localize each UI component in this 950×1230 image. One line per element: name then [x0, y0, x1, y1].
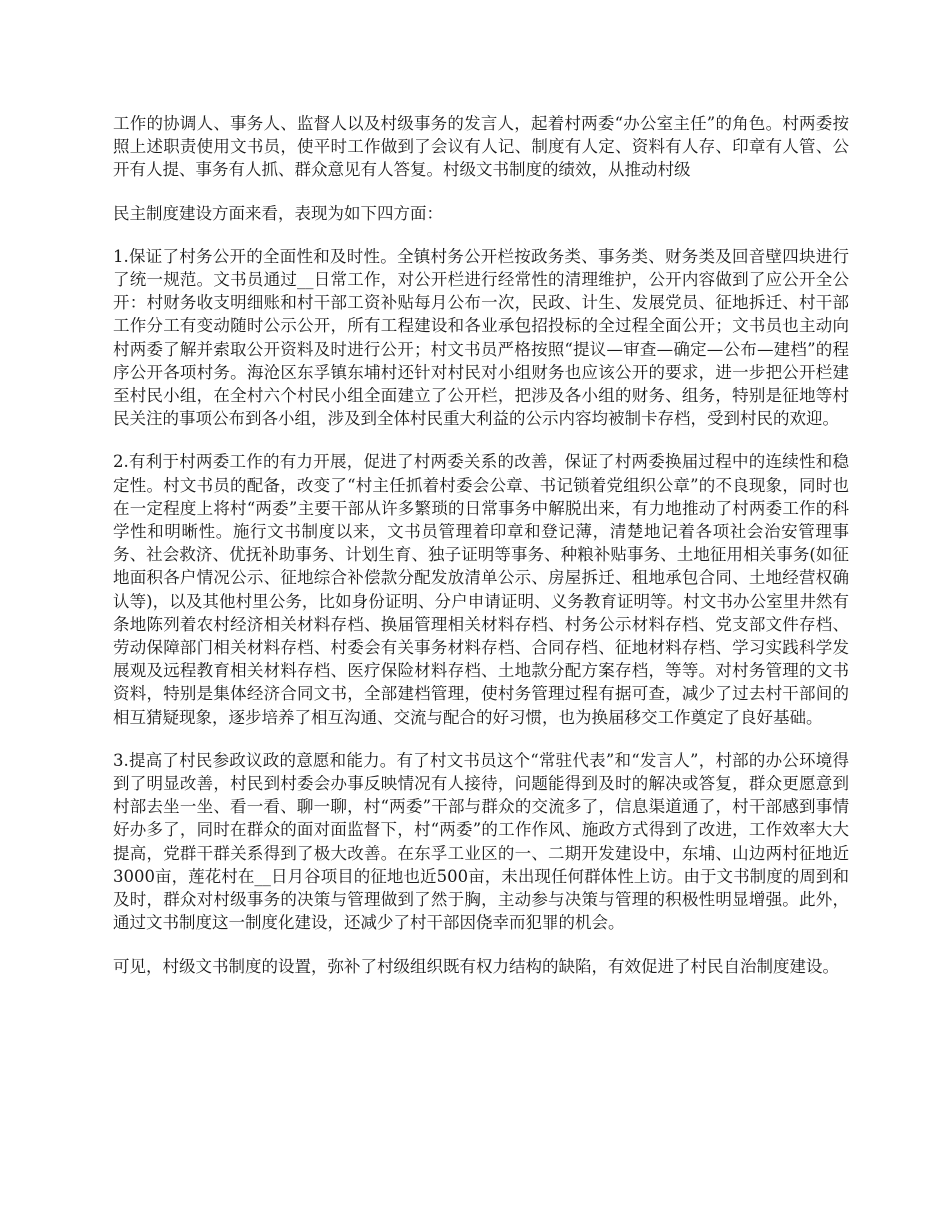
paragraph-intro: 工作的协调人、事务人、监督人以及村级事务的发言人，起着村两委“办公室主任”的角色。村两委按照上述职责使用文书员，使平时工作做到了会议有人记、制度有人定、资料有人存、印章有人管、公开有人提、事务有人抓、群众意见有人答复。村级文书制度的绩效，从推动村级 [113, 114, 849, 180]
paragraph-point-1: 1.保证了村务公开的全面性和及时性。全镇村务公开栏按政务类、事务类、财务类及回音壁四块进行了统一规范。文书员通过__日常工作，对公开栏进行经常性的清理维护，公开内容做到了应公开全公开：村财务收支明细账和村干部工资补贴每月公布一次，民政、计生、发展党员、征地拆迁、村干部工作分工有变动随时公示公开，所有工程建设和各业承包招投标的全过程全面公开；文书员也主动向村两委了解并索取公开资料及时进行公开；村文书员严格按照“提议—审查—确定—公布—建档”的程序公开各项村务。海沧区东孚镇东埔村还针对村民对小组财务也应该公开的要求，进一步把公开栏建至村民小组，在全村六个村民小组全面建立了公开栏，把涉及各小组的财务、组务，特别是征地等村民关注的事项公布到各小组，涉及到全体村民重大利益的公示内容均被制卡存档，受到村民的欢迎。 [113, 246, 849, 429]
paragraph-conclusion: 可见，村级文书制度的设置，弥补了村级组织既有权力结构的缺陷，有效促进了村民自治制度建设。 [113, 956, 839, 976]
document-body [113, 112, 849, 998]
paragraph-overview: 民主制度建设方面来看，表现为如下四方面： [113, 203, 443, 223]
paragraph-point-3: 3.提高了村民参政议政的意愿和能力。有了村文书员这个“常驻代表”和“发言人”，村部的办公环境得到了明显改善，村民到村委会办事反映情况有人接待，问题能得到及时的解决或答复，群众更愿意到村部去坐一坐、看一看、聊一聊，村“两委”干部与群众的交流多了，信息渠道通了，村干部感到事情好办多了，同时在群众的面对面监督下，村“两委”的工作作风、施政方式得到了改进，工作效率大大提高，党群干群关系得到了极大改善。在东孚工业区的一、二期开发建设中，东埔、山边两村征地近3000亩，莲花村在__日月谷项目的征地也近500亩，未出现任何群体性上访。由于文书制度的周到和及时，群众对村级事务的决策与管理做到了然于胸，主动参与决策与管理的积极性明显增强。此外，通过文书制度这一制度化建设，还减少了村干部因侥幸而犯罪的机会。 [113, 750, 849, 933]
paragraph-point-2: 2.有利于村两委工作的有力开展，促进了村两委关系的改善，保证了村两委换届过程中的连续性和稳定性。村文书员的配备，改变了“村主任抓着村委会公章、书记锁着党组织公章”的不良现象，同时也在一定程度上将村“两委”主要干部从许多繁琐的日常事务中解脱出来，有力地推动了村两委工作的科学性和明晰性。施行文书制度以来，文书员管理着印章和登记薄，清楚地记着各项社会治安管理事务、社会救济、优抚补助事务、计划生育、独子证明等事务、种粮补贴事务、土地征用相关事务(如征地面积各户情况公示、征地综合补偿款分配发放清单公示、房屋拆迁、租地承包合同、土地经营权确认等)，以及其他村里公务，比如身份证明、分户申请证明、义务教育证明等。村文书办公室里井然有条地陈列着农村经济相关材料存档、换届管理相关材料存档、村务公示材料存档、党支部文件存档、劳动保障部门相关材料存档、村委会有关事务材料存档、合同存档、征地材料存档、学习实践科学发展观及远程教育相关材料存档、医疗保险材料存档、土地款分配方案存档，等等。对村务管理的文书资料，特别是集体经济合同文书，全部建档管理，使村务管理过程有据可查，减少了过去村干部间的相互猜疑现象，逐步培养了相互沟通、交流与配合的好习惯，也为换届移交工作奠定了良好基础。 [113, 452, 849, 727]
